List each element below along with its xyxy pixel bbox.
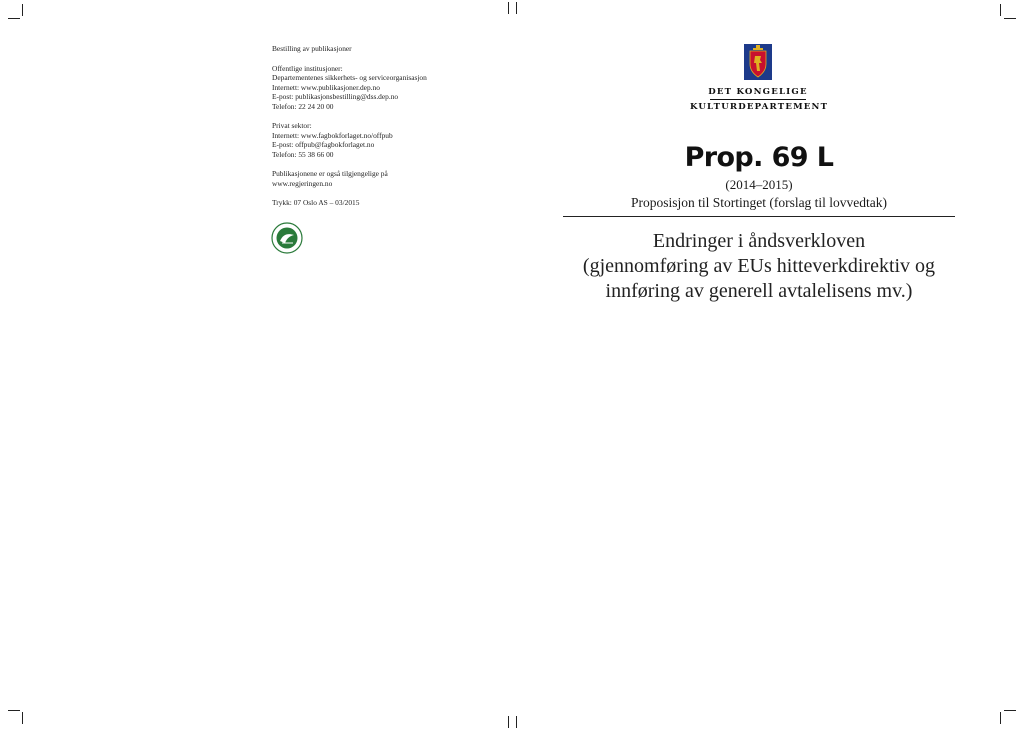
crop-mark [1004, 710, 1016, 711]
info-line: E-post: publikasjonsbestilling@dss.dep.no [272, 92, 399, 101]
title-divider [563, 216, 955, 217]
document-title-line: innføring av generell avtalelisens mv.) [605, 280, 913, 302]
crop-mark [8, 18, 20, 19]
proposition-subtitle: Proposisjon til Stortinget (forslag til lovvedtak) [630, 195, 888, 210]
ecolabel-icon [271, 222, 303, 254]
document-title-line: Endringer i åndsverkloven [652, 230, 866, 252]
info-line: Privat sektor: [272, 121, 312, 130]
info-line: Departementenes sikkerhets- og serviceorganisasjon [272, 73, 427, 82]
crop-mark [22, 712, 23, 724]
info-line: Publikasjonene er også tilgjengelige på [272, 169, 388, 178]
logo-divider [710, 99, 806, 100]
crop-mark [516, 716, 517, 728]
ministry-name-line1: DET KONGELIGE [708, 87, 808, 97]
crop-mark [508, 716, 509, 728]
ministry-logo [690, 44, 829, 113]
crop-mark [516, 2, 517, 14]
publication-order-info [272, 44, 532, 208]
info-line: Telefon: 22 24 20 00 [272, 101, 334, 111]
proposition-number: Prop. 69 L [684, 142, 834, 173]
session-years: (2014–2015) [725, 177, 793, 192]
info-line: E-post: offpub@fagbokforlaget.no [272, 140, 375, 149]
crop-mark [1004, 18, 1016, 19]
document-title [563, 229, 955, 304]
info-line: Internett: www.fagbokforlaget.no/offpub [272, 130, 393, 140]
info-line: Trykk: 07 Oslo AS – 03/2015 [272, 198, 360, 207]
info-line: Bestilling av publikasjoner [272, 44, 352, 53]
crop-mark [8, 710, 20, 711]
info-line: www.regjeringen.no [272, 178, 333, 188]
crop-mark [508, 2, 509, 14]
crop-mark [1000, 712, 1001, 724]
ministry-name-line2: KULTURDEPARTEMENT [690, 102, 829, 112]
info-line: Internett: www.publikasjoner.dep.no [272, 82, 380, 92]
coat-of-arms-icon [744, 44, 772, 80]
info-line: Telefon: 55 38 66 00 [272, 149, 334, 159]
crop-mark [22, 4, 23, 16]
document-title-line: (gjennomføring av EUs hitteverkdirektiv og [582, 255, 936, 277]
info-line: Offentlige institusjoner: [272, 63, 343, 73]
crop-mark [1000, 4, 1001, 16]
